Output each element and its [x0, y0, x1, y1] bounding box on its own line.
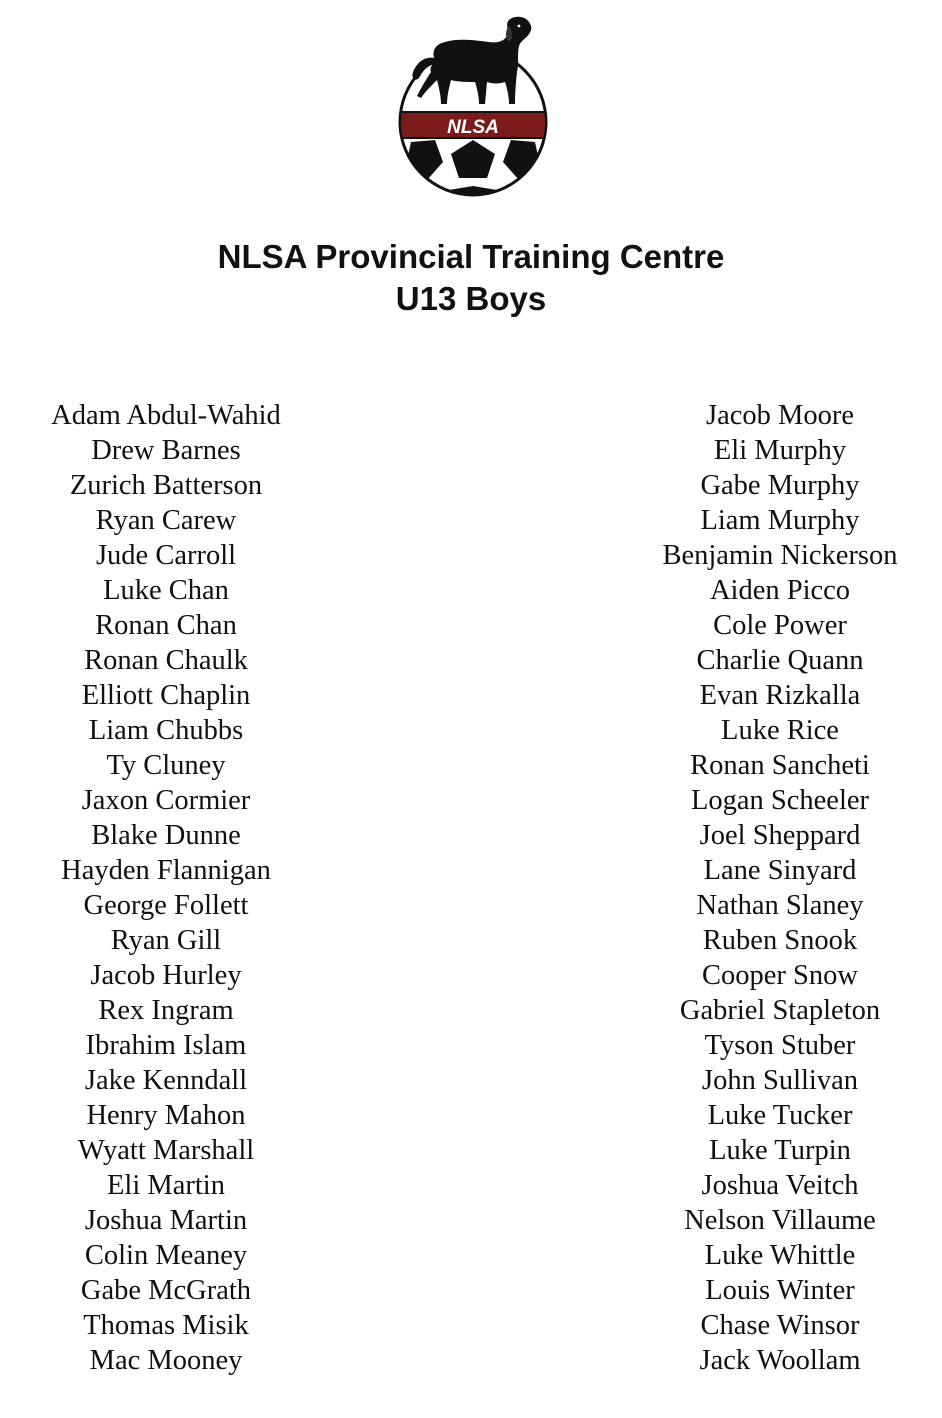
player-name: Thomas Misik	[83, 1310, 249, 1341]
player-name: Gabriel Stapleton	[679, 995, 881, 1026]
roster-left-column	[20, 398, 312, 1378]
player-name: Charlie Quann	[696, 645, 864, 676]
player-name: Evan Rizkalla	[699, 680, 861, 711]
player-name: Jacob Hurley	[90, 960, 242, 991]
player-name: Ryan Carew	[95, 505, 237, 536]
player-name: Rex Ingram	[98, 995, 234, 1026]
player-name: Luke Tucker	[707, 1100, 853, 1131]
nlsa-logo	[391, 12, 555, 200]
player-name: Colin Meaney	[84, 1240, 248, 1271]
player-name: Adam Abdul-Wahid	[51, 400, 281, 431]
player-name: Ronan Chan	[95, 610, 237, 641]
player-name: Drew Barnes	[91, 435, 241, 466]
player-name: Eli Murphy	[713, 435, 847, 466]
player-name: Nelson Villaume	[684, 1205, 876, 1236]
player-name: Mac Mooney	[89, 1345, 243, 1376]
player-name: Nathan Slaney	[696, 890, 864, 921]
player-name: Ibrahim Islam	[85, 1030, 247, 1061]
player-name: Ryan Gill	[110, 925, 222, 956]
player-name: Gabe McGrath	[80, 1275, 252, 1306]
player-name: Ronan Chaulk	[84, 645, 248, 676]
player-name: Benjamin Nickerson	[662, 540, 898, 571]
player-name: Louis Winter	[705, 1275, 855, 1306]
player-name: Liam Murphy	[700, 505, 860, 536]
player-name: George Follett	[83, 890, 249, 921]
player-name: Jude Carroll	[95, 540, 237, 571]
player-name: Jacob Moore	[706, 400, 854, 431]
player-name: Tyson Stuber	[704, 1030, 856, 1061]
player-name: Ronan Sancheti	[690, 750, 870, 781]
player-name: Eli Martin	[107, 1170, 225, 1201]
player-name: Hayden Flannigan	[61, 855, 271, 886]
player-name: Liam Chubbs	[88, 715, 244, 746]
player-name: Luke Chan	[103, 575, 229, 606]
roster-right-column	[630, 398, 930, 1378]
player-name: Jack Woollam	[699, 1345, 861, 1376]
player-name: Joel Sheppard	[699, 820, 861, 851]
title-line: NLSA Provincial Training Centre	[217, 238, 725, 275]
player-name: Elliott Chaplin	[81, 680, 251, 711]
player-name: Blake Dunne	[91, 820, 241, 851]
player-name: Cole Power	[713, 610, 847, 641]
player-name: Ruben Snook	[702, 925, 858, 956]
player-name: Cooper Snow	[702, 960, 858, 991]
player-name: Jaxon Cormier	[81, 785, 251, 816]
subtitle-line: U13 Boys	[395, 280, 547, 317]
player-name: Jake Kenndall	[84, 1065, 248, 1096]
player-name: Luke Rice	[721, 715, 839, 746]
page-title	[0, 236, 942, 320]
player-name: Henry Mahon	[86, 1100, 246, 1131]
player-name: Gabe Murphy	[700, 470, 860, 501]
player-name: Chase Winsor	[700, 1310, 860, 1341]
player-name: Wyatt Marshall	[77, 1135, 255, 1166]
player-name: Lane Sinyard	[703, 855, 857, 886]
player-name: Logan Scheeler	[690, 785, 870, 816]
player-name: Zurich Batterson	[69, 470, 263, 501]
player-name: Joshua Martin	[84, 1205, 248, 1236]
player-name: Joshua Veitch	[701, 1170, 859, 1201]
player-name: Aiden Picco	[709, 575, 851, 606]
dog-eye	[518, 25, 521, 28]
player-name: John Sullivan	[702, 1065, 858, 1096]
logo-text: NLSA	[447, 117, 499, 138]
player-name: Luke Turpin	[709, 1135, 851, 1166]
nlsa-logo-graphic	[391, 12, 555, 200]
player-name: Luke Whittle	[704, 1240, 856, 1271]
player-name: Ty Cluney	[106, 750, 226, 781]
ball-panels	[391, 140, 555, 200]
